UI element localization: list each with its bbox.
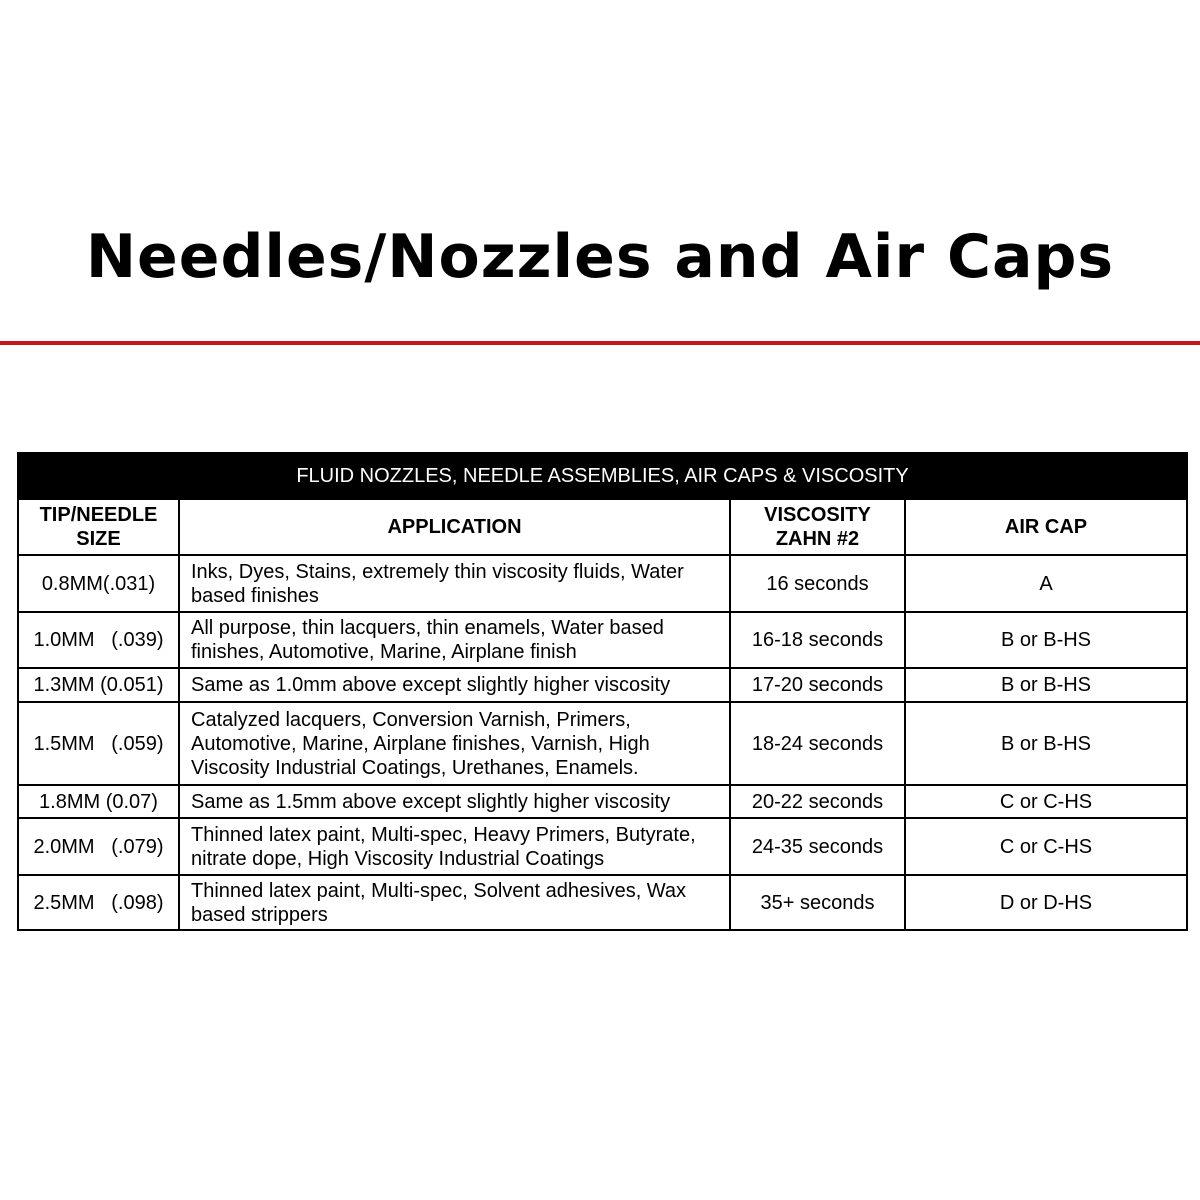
viscosity-cell: 16 seconds [730,555,905,612]
table-caption: FLUID NOZZLES, NEEDLE ASSEMBLIES, AIR CAPS & VISCOSITY [18,453,1187,499]
header-viscosity: VISCOSITY ZAHN #2 [730,499,905,555]
air-cap-cell: C or C-HS [905,785,1187,818]
title-divider [0,341,1200,345]
air-cap-cell: B or B-HS [905,668,1187,702]
air-cap-cell: A [905,555,1187,612]
application-cell: Catalyzed lacquers, Conversion Varnish, Primers, Automotive, Marine, Airplane finishes, Varnish, High Viscosity Industrial Coatings, Urethanes, Enamels. [179,702,730,785]
page-title: Needles/Nozzles and Air Caps [85,222,1115,292]
viscosity-cell: 20-22 seconds [730,785,905,818]
table-row [18,702,1187,785]
size-cell: 1.0MM (.039) [18,612,179,668]
viscosity-cell: 18-24 seconds [730,702,905,785]
header-application: APPLICATION [179,499,730,555]
table-row [18,668,1187,702]
size-cell: 1.8MM (0.07) [18,785,179,818]
application-cell: Inks, Dyes, Stains, extremely thin viscosity fluids, Water based finishes [179,555,730,612]
size-cell: 0.8MM(.031) [18,555,179,612]
air-cap-cell: B or B-HS [905,612,1187,668]
viscosity-cell: 24-35 seconds [730,818,905,875]
application-cell: Same as 1.0mm above except slightly higher viscosity [179,668,730,702]
air-cap-cell: D or D-HS [905,875,1187,930]
size-cell: 1.5MM (.059) [18,702,179,785]
table-row [18,785,1187,818]
header-row [18,499,1187,555]
table-row [18,875,1187,930]
caption-row [18,453,1187,499]
application-cell: Same as 1.5mm above except slightly higher viscosity [179,785,730,818]
header-air-cap: AIR CAP [905,499,1187,555]
header-size: TIP/NEEDLE SIZE [18,499,179,555]
viscosity-cell: 17-20 seconds [730,668,905,702]
table-row [18,818,1187,875]
size-cell: 2.0MM (.079) [18,818,179,875]
air-cap-cell: C or C-HS [905,818,1187,875]
viscosity-cell: 35+ seconds [730,875,905,930]
application-cell: Thinned latex paint, Multi-spec, Solvent adhesives, Wax based strippers [179,875,730,930]
application-cell: Thinned latex paint, Multi-spec, Heavy Primers, Butyrate, nitrate dope, High Viscosity Industrial Coatings [179,818,730,875]
viscosity-cell: 16-18 seconds [730,612,905,668]
application-cell: All purpose, thin lacquers, thin enamels, Water based finishes, Automotive, Marine, Airplane finish [179,612,730,668]
size-cell: 2.5MM (.098) [18,875,179,930]
air-cap-cell: B or B-HS [905,702,1187,785]
size-cell: 1.3MM (0.051) [18,668,179,702]
spec-table [17,452,1188,931]
table-row [18,612,1187,668]
table-row [18,555,1187,612]
